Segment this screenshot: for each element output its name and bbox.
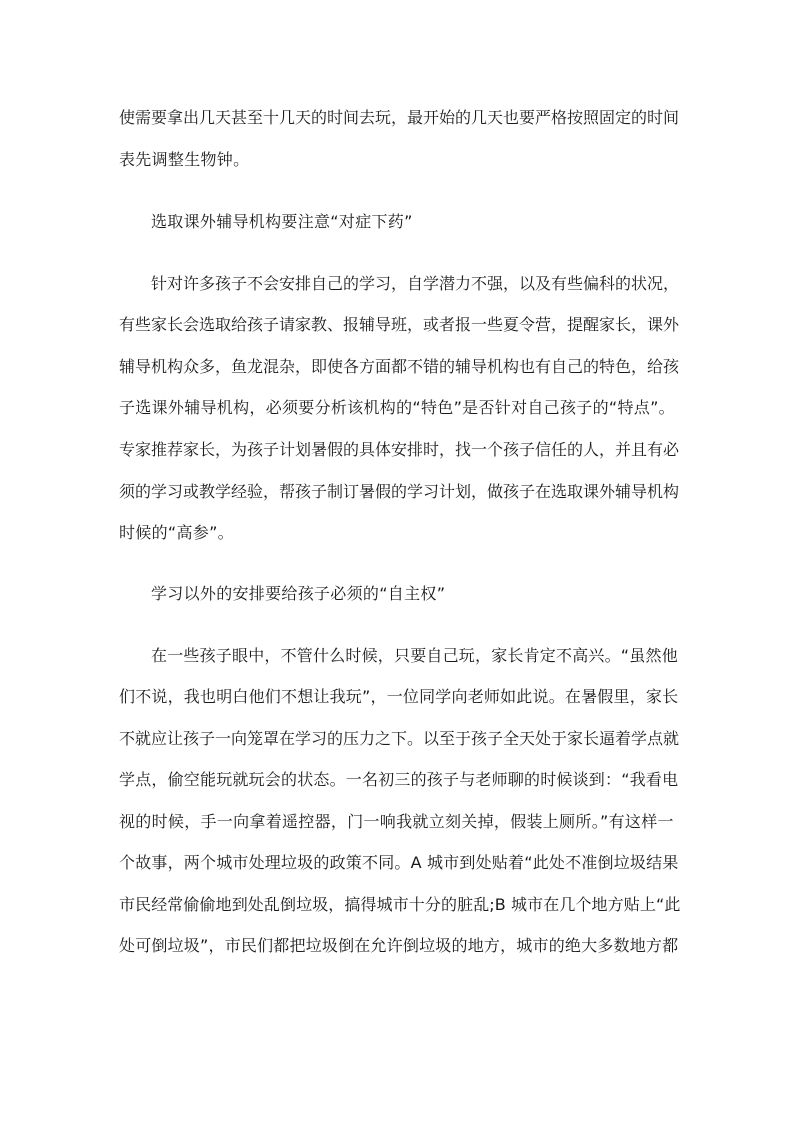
- text-line: 表先调整生物钟。: [119, 150, 250, 169]
- text-line: 辅导机构众多，鱼龙混杂，即使各方面都不错的辅导机构也有自己的特色，给孩: [119, 357, 680, 376]
- text-line: 针对许多孩子不会安排自己的学习，自学潜力不强，以及有些偏科的状况，: [151, 274, 680, 293]
- text-line: 个故事，两个城市处理垃圾的政策不同。A 城市到处贴着“此处不准倒垃圾结果: [119, 853, 679, 872]
- text-line: 们不说，我也明白他们不想让我玩”，一位同学向老师如此说。在暑假里，家长: [119, 687, 679, 706]
- text-line: 市民经常偷偷地到处乱倒垃圾，搞得城市十分的脏乱;B 城市在几个地方贴上“此: [119, 895, 681, 914]
- text-line: 有些家长会选取给孩子请家教、报辅导班，或者报一些夏令营，提醒家长，课外: [119, 315, 680, 334]
- text-line: 视的时候，手一向拿着遥控器，门一响我就立刻关掉，假装上厕所。”有这样一: [119, 812, 674, 831]
- text-line: 在一些孩子眼中，不管什么时候，只要自己玩，家长肯定不高兴。“虽然他: [151, 646, 678, 665]
- text-line: 须的学习或教学经验，帮孩子制订暑假的学习计划，做孩子在选取课外辅导机构: [119, 482, 680, 501]
- text-line: 不就应让孩子一向笼罩在学习的压力之下。以至于孩子全天处于家长逼着学点就: [119, 729, 680, 748]
- text-line: 时候的“高参”。: [119, 523, 234, 542]
- text-line: 专家推荐家长，为孩子计划暑假的具体安排时，找一个孩子信任的人，并且有必: [119, 440, 680, 459]
- section-heading: 选取课外辅导机构要注意“对症下药”: [151, 212, 413, 231]
- text-line: 处可倒垃圾”，市民们都把垃圾倒在允许倒垃圾的地方，城市的绝大多数地方都: [119, 936, 679, 955]
- text-line: 子选课外辅导机构，必须要分析该机构的“特色”是否针对自己孩子的“特点”。: [119, 398, 675, 417]
- text-line: 学点，偷空能玩就玩会的状态。一名初三的孩子与老师聊的时候谈到：“我看电: [119, 770, 679, 789]
- section-heading: 学习以外的安排要给孩子必须的“自主权”: [151, 584, 446, 603]
- text-line: 使需要拿出几天甚至十几天的时间去玩，最开始的几天也要严格按照固定的时间: [119, 108, 680, 127]
